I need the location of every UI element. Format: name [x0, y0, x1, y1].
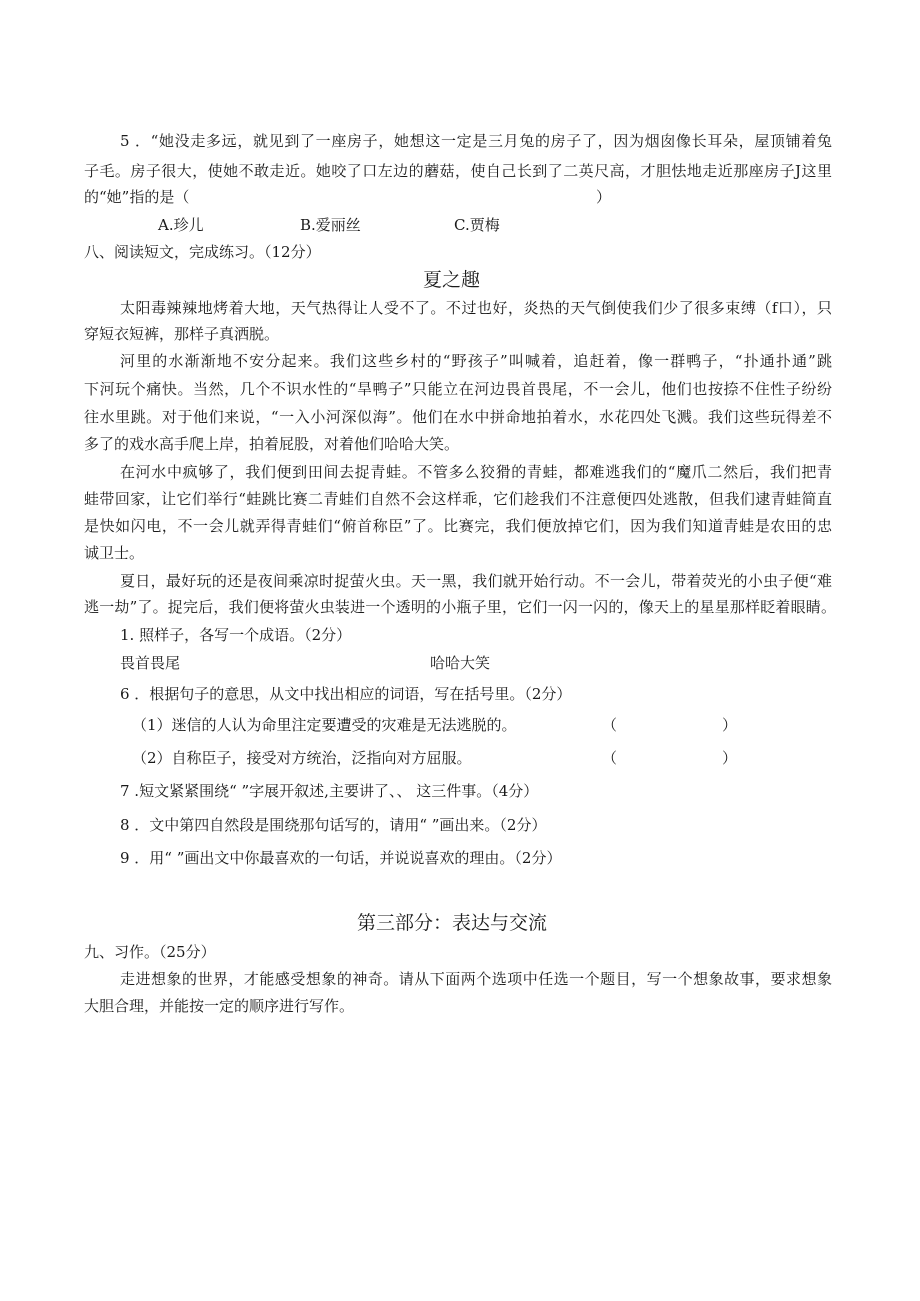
question-6-item-2-paren-close: ）	[722, 749, 738, 767]
passage-p4-line2: 逃一劫”了。捉完后，我们便将萤火虫装进一个透明的小瓶子里，它们一闪一闪的，像天上的星星那样眨着眼睛。	[84, 598, 836, 616]
passage-p3-line4: 诚卫士。	[84, 544, 145, 562]
q5-option-c: C.贾梅	[454, 216, 500, 234]
question-6-item-1-paren-open: （	[602, 716, 618, 734]
question-6: 6 ．根据句子的意思，从文中找出相应的词语，写在括号里。（2分）	[120, 685, 572, 703]
question-1: 1. 照样子，各写一个成语。（2分）	[120, 626, 352, 644]
passage-p1-line1: 太阳毒辣辣地烤着大地，天气热得让人受不了。不过也好，炎热的天气倒使我们少了很多束缚（f口），只	[120, 299, 832, 317]
question-6-item-2: （2）自称臣子，接受对方统治，泛指向对方屈服。	[132, 749, 472, 767]
q5-option-b: B.爱丽丝	[300, 216, 361, 234]
passage-p2-line3: 往水里跳。对于他们来说，“一入小河深似海”。他们在水中拼命地拍着水，水花四处飞溅。我们这些玩得差不	[84, 408, 832, 426]
passage-p3-line1: 在河水中疯够了，我们便到田间去捉青蛙。不管多么狡猾的青蛙，都难逃我们的“魔爪二然后，我们把青	[120, 463, 832, 481]
passage-p1-line2: 穿短衣短裤，那样子真洒脱。	[84, 325, 280, 343]
question-6-item-1: （1）迷信的人认为命里注定要遭受的灾难是无法逃脱的。	[132, 716, 517, 734]
part3-title: 第三部分：表达与交流	[357, 912, 548, 934]
passage-p2-line2: 下河玩个痛快。当然，几个不识水性的“旱鸭子”只能立在河边畏首畏尾，不一会儿，他们也按捺不住性子纷纷	[84, 380, 832, 398]
q5-line1: 5 ．“她没走多远，就见到了一座房子，她想这一定是三月兔的房子了，因为烟囱像长耳朵，屋顶铺着兔	[120, 132, 832, 150]
passage-p3-line2: 蛙带回家，让它们举行“蛙跳比赛二青蛙们自然不会这样乖，它们趁我们不注意便四处逃散，但我们逮青蛙简直	[84, 490, 832, 508]
passage-title: 夏之趣	[423, 269, 481, 291]
question-9: 9 ．用“ ”画出文中你最喜欢的一句话，并说说喜欢的理由。（2分）	[120, 849, 562, 867]
section9-heading: 九、习作。（25分）	[84, 943, 216, 961]
q5-option-a: A.珍儿	[158, 216, 204, 234]
passage-p2-line4: 多了的戏水高手爬上岸，拍着屁股，对着他们哈哈大笑。	[84, 435, 460, 453]
question-6-item-2-paren-open: （	[602, 749, 618, 767]
section9-prompt-line2: 大胆合理，并能按一定的顺序进行写作。	[84, 997, 355, 1015]
question-1-example-1: 畏首畏尾	[120, 654, 181, 672]
question-1-example-2: 哈哈大笑	[430, 654, 491, 672]
section8-heading: 八、阅读短文，完成练习。（12分）	[84, 243, 321, 261]
section9-prompt-line1: 走进想象的世界，才能感受想象的神奇。请从下面两个选项中任选一个题目，写一个想象故事，要求想象	[120, 970, 832, 988]
q5-line2: 子毛。房子很大，使她不敢走近。她咬了口左边的蘑菇，使自己长到了二英尺高，才胆怯地走近那座房子J这里	[84, 162, 832, 180]
question-7: 7 .短文紧紧围绕“ ”字展开叙述,主要讲了、、 这三件事。（4分）	[120, 782, 539, 800]
question-8: 8 ．文中第四自然段是围绕那句话写的，请用“ ”画出来。（2分）	[120, 816, 547, 834]
passage-p4-line1: 夏日，最好玩的还是夜间乘凉时捉萤火虫。天一黑，我们就开始行动。不一会儿，带着荧光的小虫子便“难	[120, 572, 832, 590]
q5-line3: 的“她”指的是（	[84, 188, 190, 206]
question-6-item-1-paren-close: ）	[722, 716, 738, 734]
passage-p2-line1: 河里的水渐渐地不安分起来。我们这些乡村的“野孩子”叫喊着，追赶着，像一群鸭子，“扑通扑通”跳	[120, 352, 832, 370]
q5-answer-paren-close: ）	[596, 188, 612, 206]
passage-p3-line3: 是快如闪电，不一会儿就弄得青蛙们“俯首称臣”了。比赛完，我们便放掉它们，因为我们知道青蛙是农田的忠	[84, 517, 832, 535]
